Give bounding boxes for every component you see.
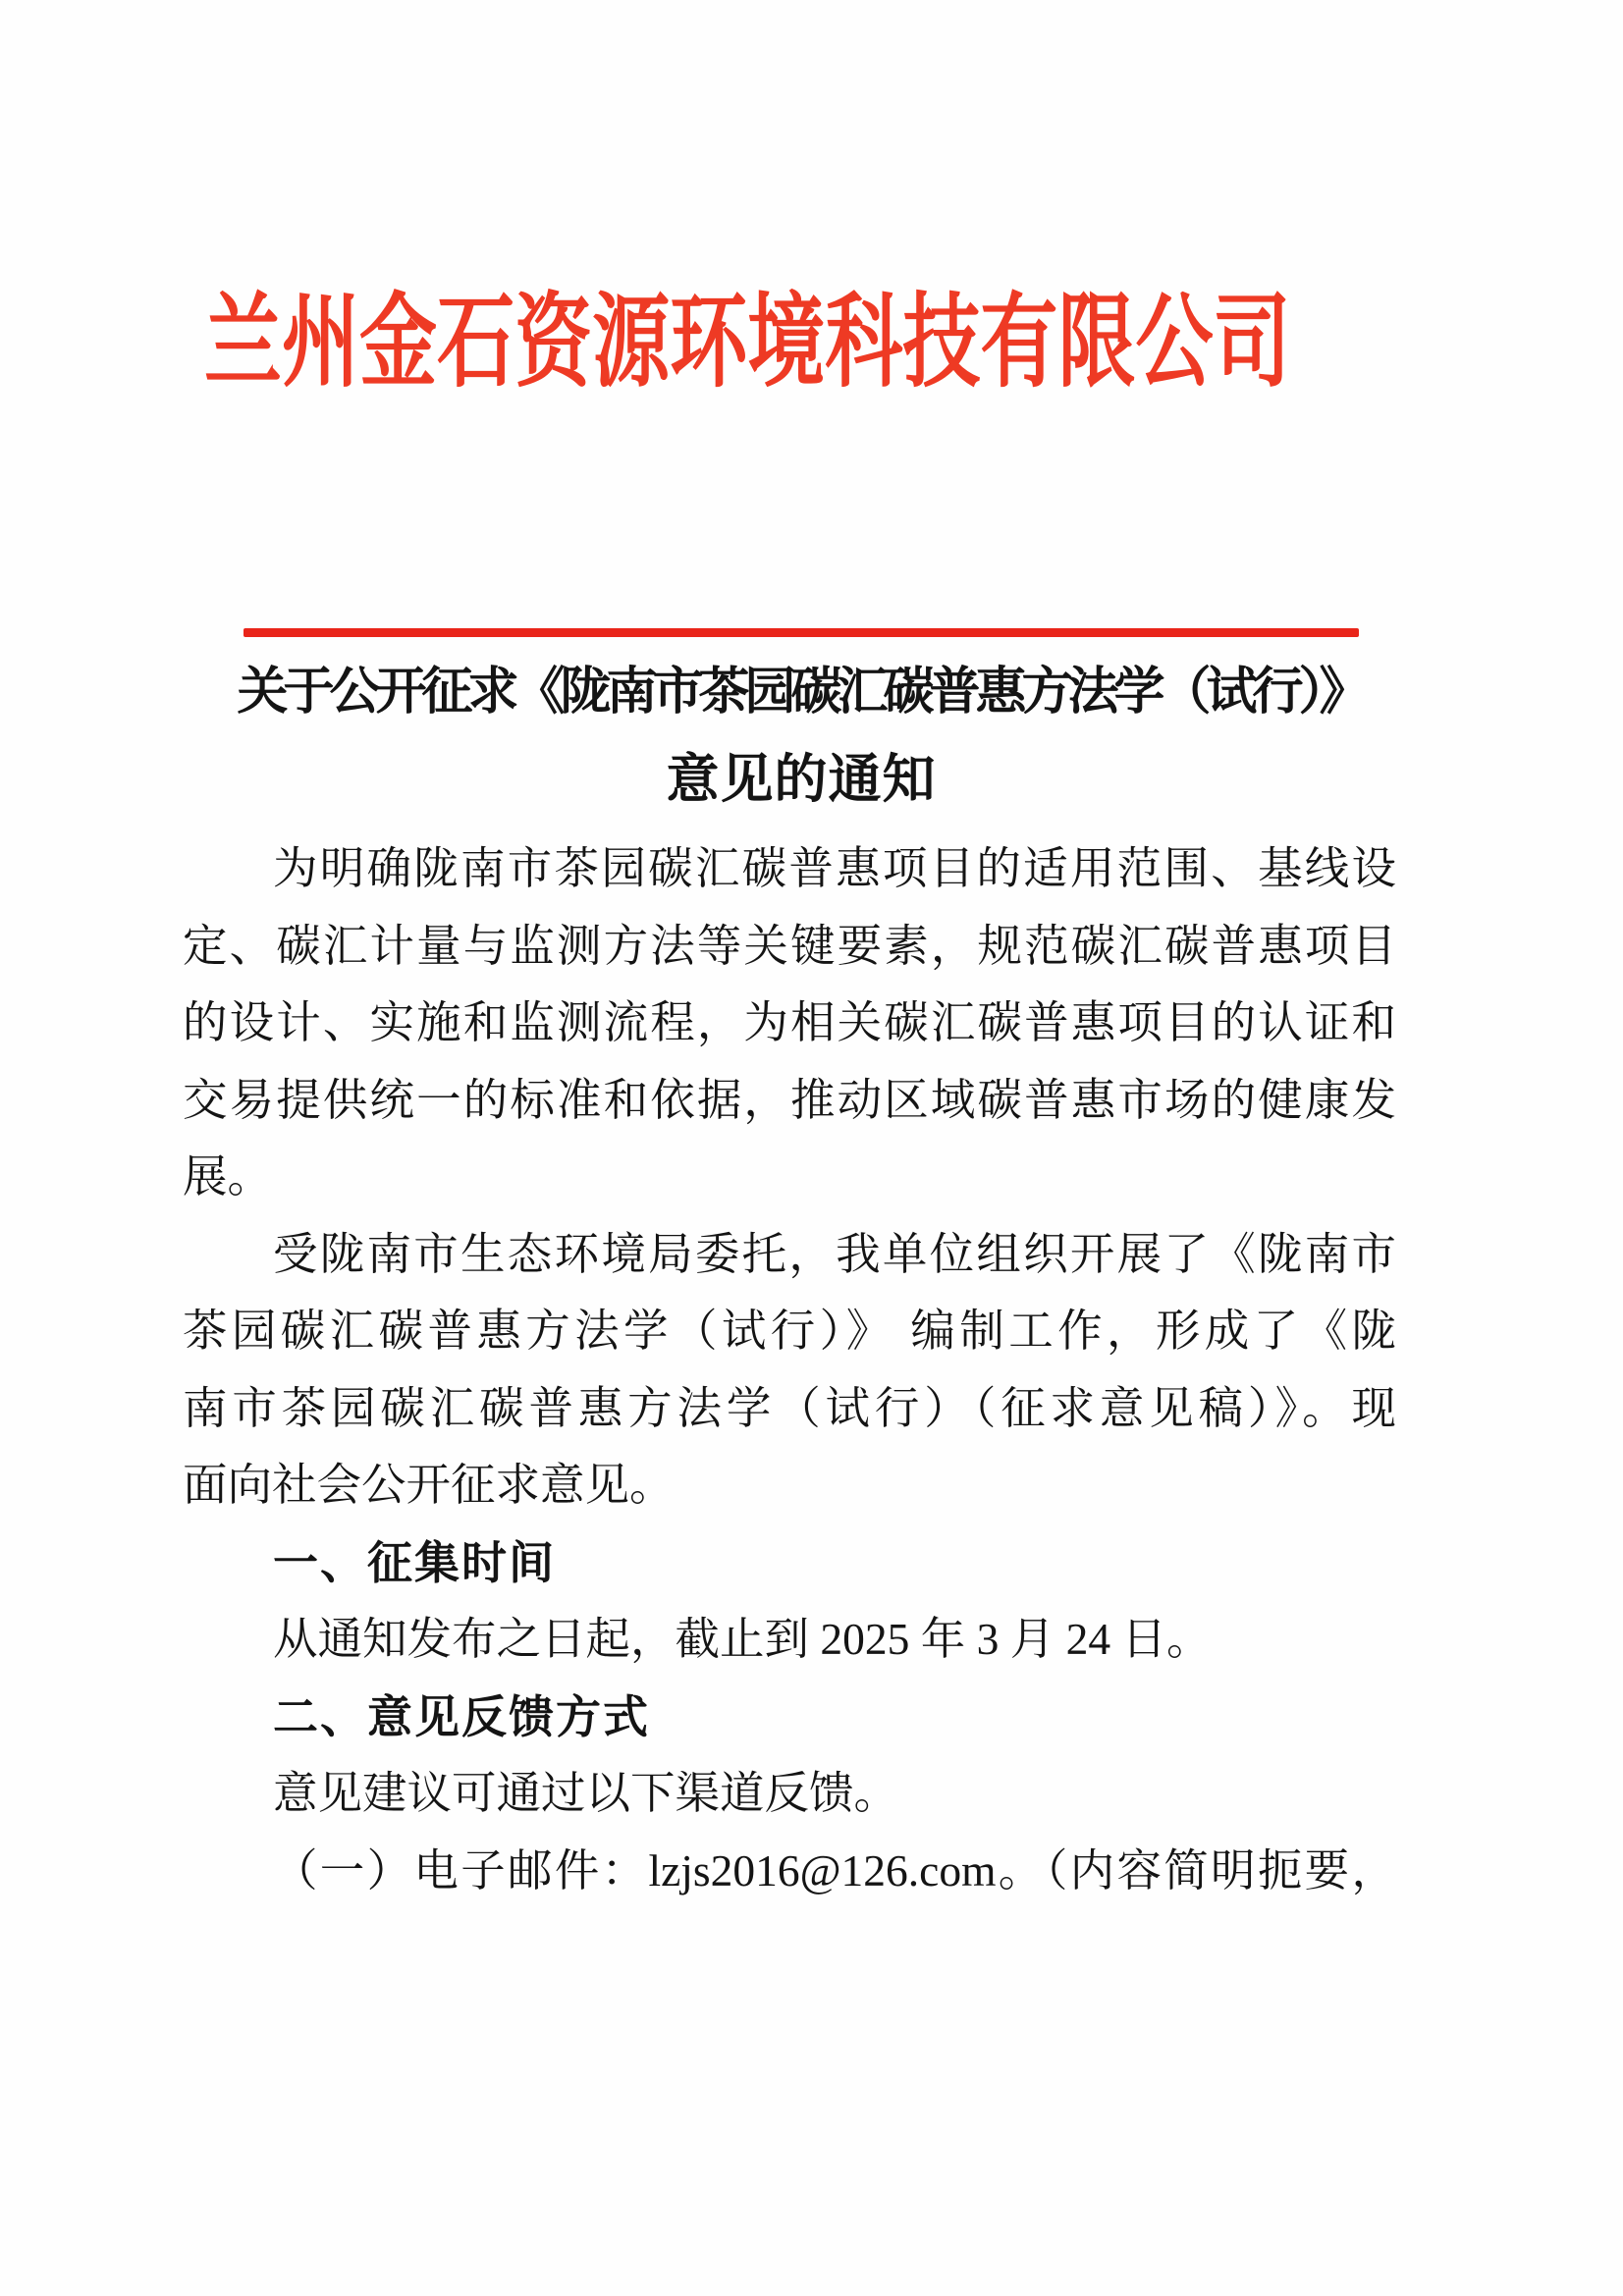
notice-body [183, 830, 1396, 1909]
body-line: 的设计、实施和监测流程，为相关碳汇碳普惠项目的认证和 [183, 997, 1396, 1047]
body-line: 意见建议可通过以下渠道反馈。 [273, 1768, 899, 1818]
notice-title [192, 664, 1410, 809]
body-line: 受陇南市生态环境局委托，我单位组织开展了《陇南市 [273, 1228, 1396, 1279]
company-letterhead: 兰州金石资源环境科技有限公司 [204, 287, 1291, 400]
body-line: 展。 [183, 1151, 273, 1201]
notice-title-line-2: 意见的通知 [666, 750, 937, 809]
body-line: 定、碳汇计量与监测方法等关键要素，规范碳汇碳普惠项目 [183, 920, 1396, 971]
section-heading-collection-period: 一、征集时间 [273, 1536, 556, 1588]
notice-title-line-1: 关于公开征求《陇南市茶园碳汇碳普惠方法学（试行）》 [237, 665, 1366, 721]
letterhead-divider-rule [243, 628, 1359, 637]
section-heading-feedback-method: 二、意见反馈方式 [273, 1690, 650, 1742]
body-line: 交易提供统一的标准和依据，推动区域碳普惠市场的健康发 [183, 1074, 1396, 1125]
email-line-prefix: （一）电子邮件： [273, 1844, 649, 1896]
email-line-suffix: 。（内容简明扼要， [996, 1844, 1396, 1896]
body-line: 南市茶园碳汇碳普惠方法学（试行）（征求意见稿）》。现 [183, 1382, 1396, 1433]
deadline-line: 从通知发布之日起，截止到 2025 年 3 月 24 日。 [273, 1614, 1212, 1664]
body-line: 为明确陇南市茶园碳汇碳普惠项目的适用范围、基线设 [273, 843, 1396, 893]
body-line: 茶园碳汇碳普惠方法学（试行）》 编制工作，形成了《陇 [183, 1306, 1396, 1356]
body-line: 面向社会公开征求意见。 [183, 1460, 675, 1510]
email-address: lzjs2016@126.com [648, 1844, 997, 1896]
email-line [183, 1833, 1396, 1910]
